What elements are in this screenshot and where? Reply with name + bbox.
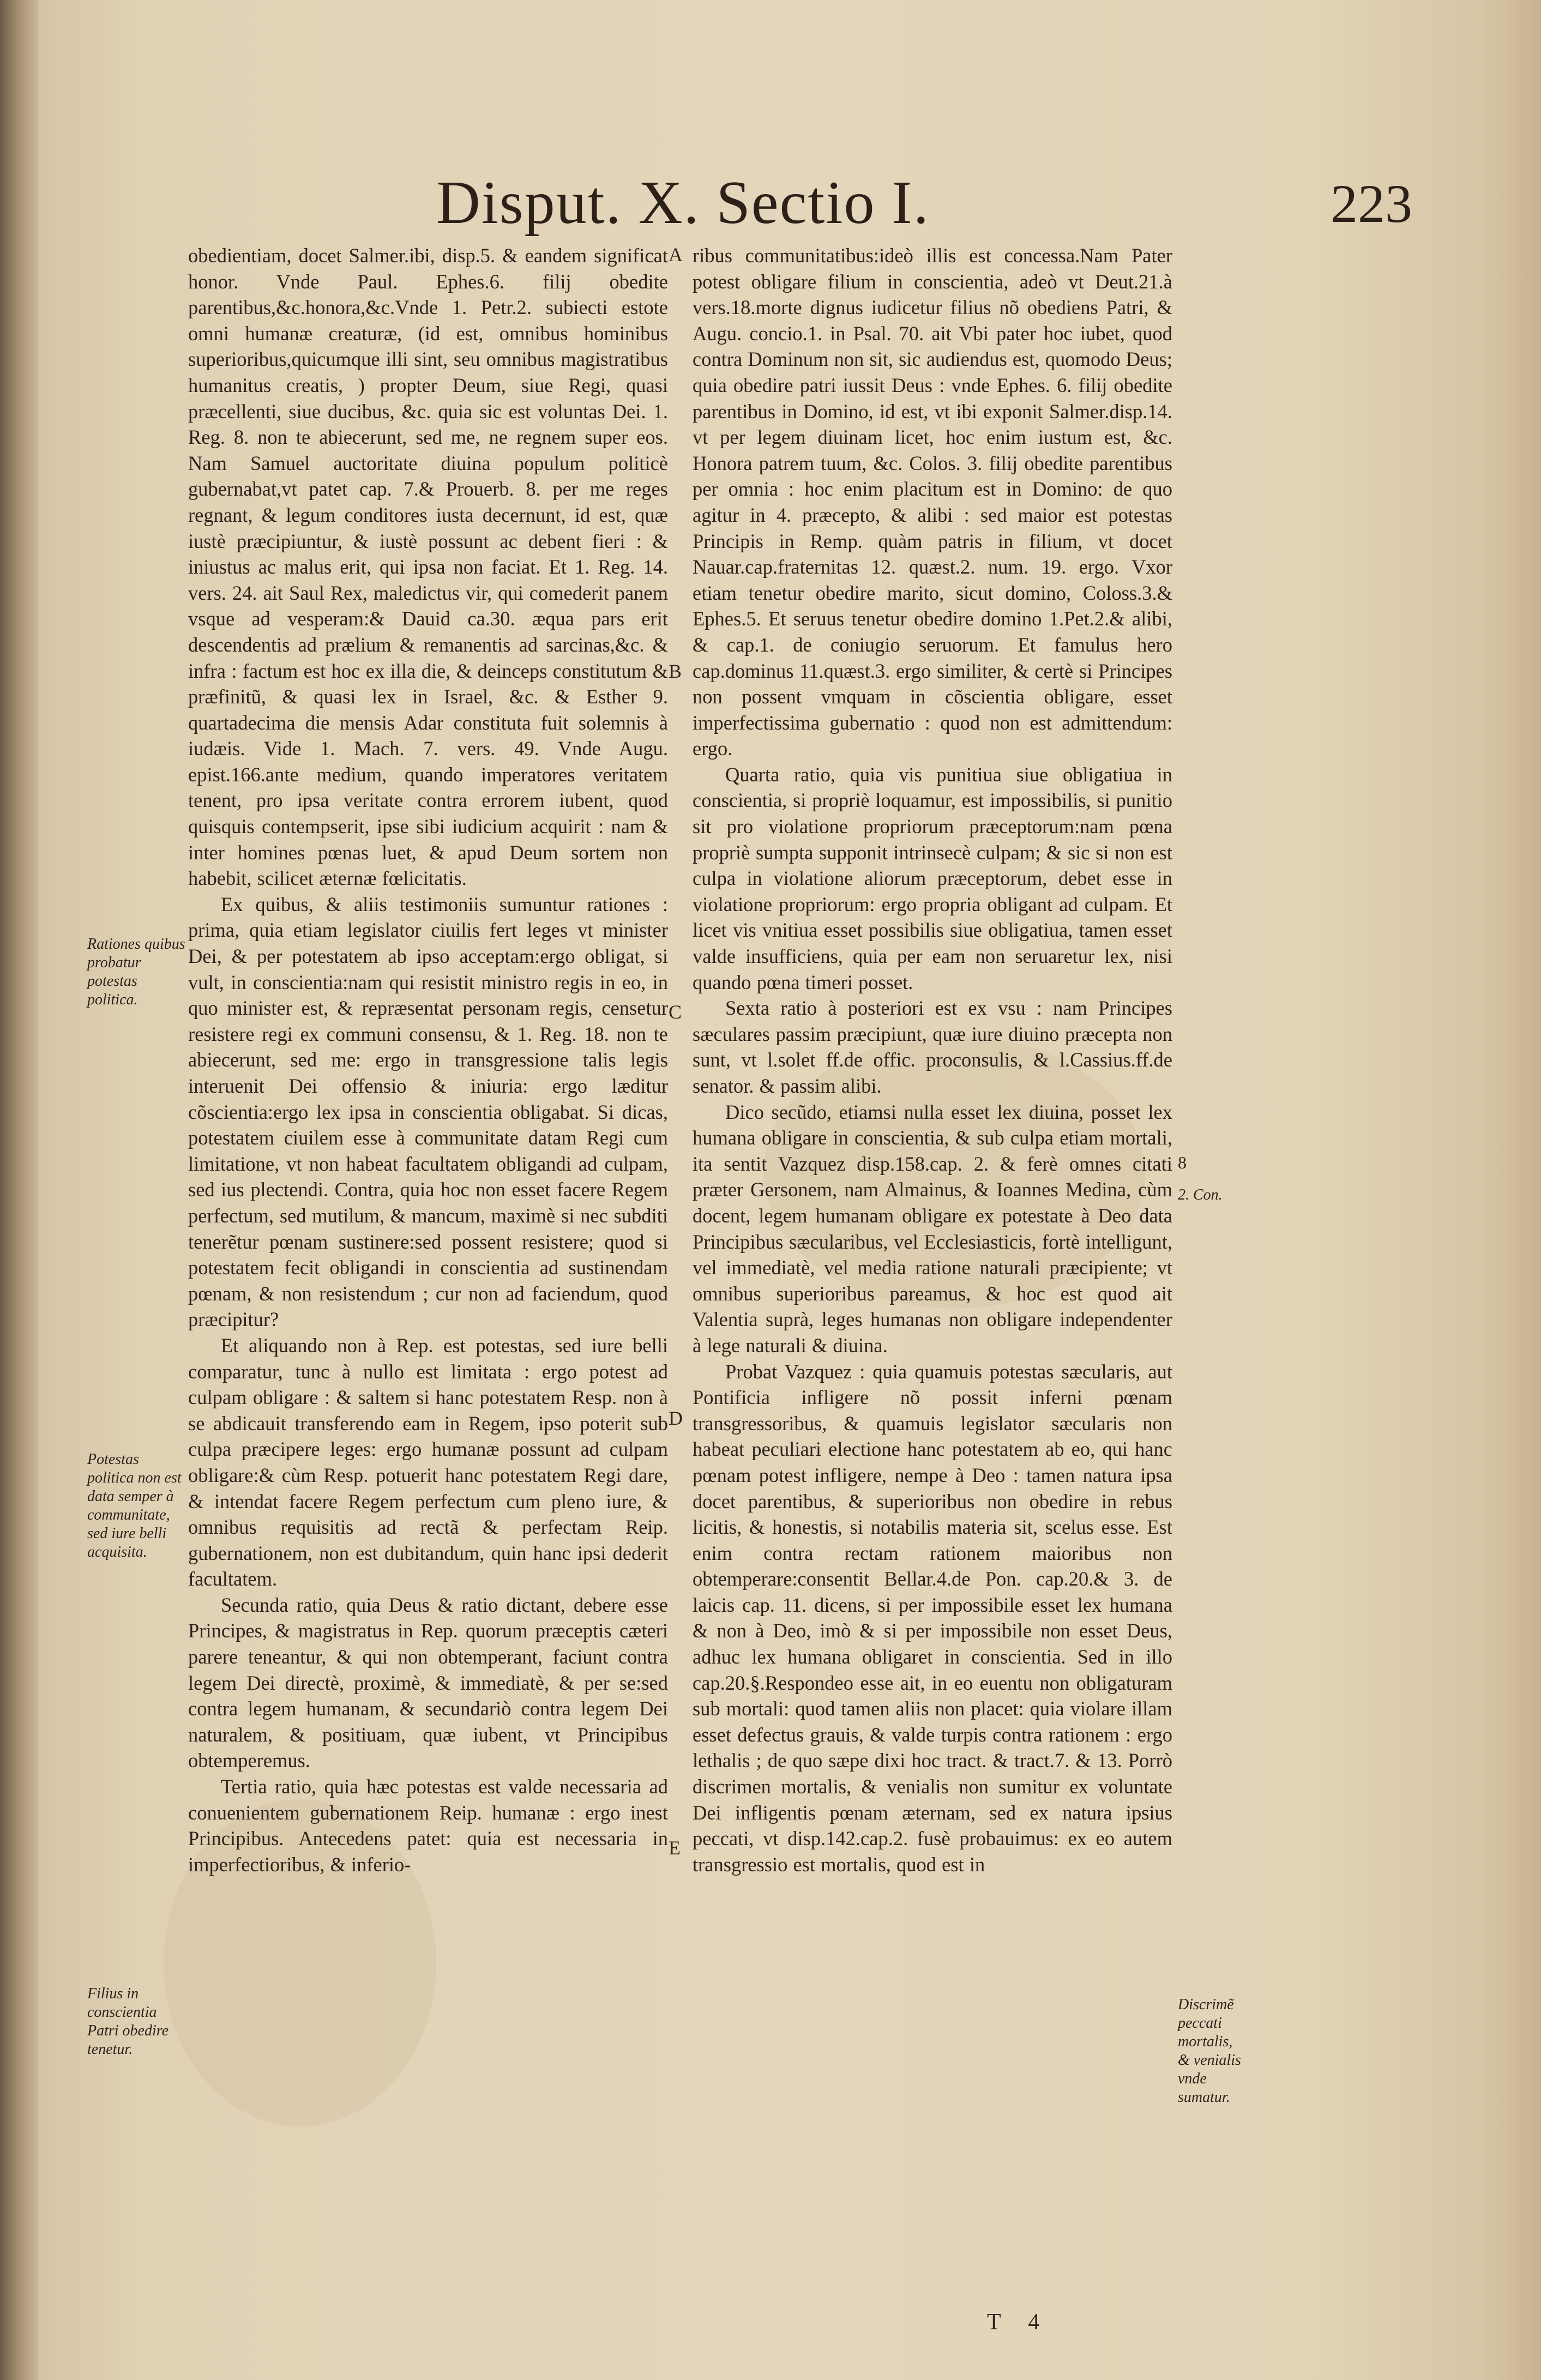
left-paragraph-3: Et aliquando non à Rep. est potestas, sed iure belli comparatur, tunc à nullo est limitata : ergo potest ad culpam obligare : & saltem si hanc potestatem Resp. non à se abdicauit transferendo eam in Regem, ipso poterit sub culpa præcipere leges: ergo humanæ possunt ad culpam obligare:& cùm Resp. potuerit hanc potestatem Regi dare, & intendat facere Regem perfectum cum pleno iure, & omnibus requisitis ad rectã & perfectam Reip. gubernationem, non est dubitandum, quin hanc ipsi dederit facultatem. [188,1334,668,1590]
left-column [188,243,668,1877]
section-letter-b: B [669,660,682,682]
section-letter-d: D [669,1407,683,1429]
running-title: Disput. X. Sectio I. [436,169,930,237]
right-paragraph-5: Probat Vazquez : quia quamuis potestas sæcularis, aut Pontificia infligere nõ possit inferni pœnam transgressoribus, & quamuis legislator sæcularis non habeat peculiari electione hanc potestatem ab eo, qui hanc pœnam potest infligere, nempe à Deo : tamen natura ipsa docet parentibus, & superioribus non obedire in rebus licitis, & honestis, si notabilis materia sit, scelus esse. Est enim contra rectam rationem maioribus non obtemperare:consentit Bellar.4.de Pon. cap.20.& 3. de laicis cap. 11. dicens, si per impossibile esset lex humana & non à Deo, imò & si per impossibile non esset Deus, adhuc lex humana obligaret in conscientia. Sed in illo cap.20.§.Respondeo esse ait, in eo euentu non obligaturam sub mortali: quod tamen aliis non placet: quia violare illam esset defectus grauis, & valde turpis contra rationem : ergo lethalis ; de quo sæpe dixi hoc tract. & tract.7. & 13. Porrò discrimen mortalis, & venialis non sumitur ex voluntate Dei infligentis pœnam æternam, sed ex natura ipsius peccati, vt disp.142.cap.2. fusè probauimus: ex eo autem transgressio est mortalis, quod est in [693,1360,1172,1876]
right-paragraph-1: ribus communitatibus:ideò illis est concessa.Nam Pater potest obligare filium in conscientia, adeò vt Deut.21.à vers.18.morte dignus iudicetur filius nõ obediens Patri, & Augu. concio.1. in Psal. 70. ait Vbi pater hoc iubet, quod contra Dominum non sit, sic audiendus est, quomodo Deus; quia obedire patri iussit Deus : vnde Ephes. 6. filij obedite parentibus in Domino, id est, vt ibi exponit Salmer.disp.14. vt per legem diuinam licet, hoc enim iustum est, &c. Honora patrem tuum, &c. Colos. 3. filij obedite parentibus per omnia : hoc enim placitum est in Domino: de quo agitur in 4. præcepto, & alibi : sed maior est potestas Principis in Remp. quàm patris in filium, vt docet Nauar.cap.fraternitas 12. quæst.2. num. 19. ergo. Vxor etiam tenetur obedire marito, sicut domino, Coloss.3.& Ephes.5. Et seruus tenetur obedire domino 1.Pet.2.& alibi, & cap.1. de coniugio seruorum. Et famulus hero cap.dominus 11.quæst.3. ergo similiter, & certè si Principes non possent vmquam in cõscientia obligare, esset imperfectissima gubernatio : quod non est admittendum: ergo. [693,244,1172,760]
section-letter-e: E [669,1837,681,1859]
left-paragraph-4: Secunda ratio, quia Deus & ratio dictant, debere esse Principes, & magistratus in Rep. quorum præceptis cæteri parere teneantur, & qui non obtemperant, faciunt contra legem Dei directè, proximè, & immediatè, & per se:sed contra legem humanam, & secundariò contra legem Dei naturalem, & positiuam, quæ iubent, vt Principibus obtemperemus. [188,1593,668,1772]
right-paragraph-4: Dico secũdo, etiamsi nulla esset lex diuina, posset lex humana obligare in conscientia, & sub culpa etiam mortali, ita sentit Vazquez disp.158.cap. 2. & ferè omnes citati præter Gersonem, nam Almainus, & Ioannes Medina, cùm docent, legem humanam obligare ex potestate à Deo data Principibus sæcularibus, vel Ecclesiasticis, fortè intelligunt, vel immediatè, vel media ratione naturali præcipiente; vt omnibus superioribus pareamus, & hoc est quod ait Valentia suprà, leges humanas non obligare independenter à lege naturali & diuina. [693,1100,1172,1357]
signature-letter: T [987,2310,1001,2335]
section-letter-a: A [669,244,683,266]
margin-note-left-1: Rationes quibus probatur potestas politica. [87,936,185,1008]
signature-mark [987,2309,1039,2335]
margin-note-right-1: 8 [1178,1153,1187,1172]
right-paragraph-3: Sexta ratio à posteriori est ex vsu : nam Principes sæculares passim præcipiunt, quæ iure diuino præcepta non sunt, vt l.solet ff.de offic. proconsulis, & l.Cassius.ff.de senator. & passim alibi. [693,997,1172,1097]
margin-note-left-2: Potestas politica non est data semper à communitate, sed iure belli acquisita. [87,1451,182,1560]
margin-note-right-3: Discrimẽ peccati mortalis, & venialis vnde sumatur. [1178,1996,1241,2106]
margin-note-left-3: Filius in conscientia Patri obedire tenetur. [87,1985,169,2058]
left-paragraph-5: Tertia ratio, quia hæc potestas est valde necessaria ad conuenientem gubernationem Reip. humanæ : ergo inest Principibus. Antecedens patet: quia est necessaria in imperfectioribus, & inferio- [188,1775,668,1876]
left-paragraph-2: Ex quibus, & aliis testimoniis sumuntur rationes : prima, quia etiam legislator ciuilis fert leges vt minister Dei, & per potestatem ab ipso acceptam:ergo obligat, si vult, in conscientia:nam qui resistit ministro regis in eo, in quo minister est, & repræsentat personam regis, censetur resistere regi ex communi consensu, & 1. Reg. 18. non te abiecerunt, sed me: ergo in transgressione talis legis interuenit Dei offensio & iniuria: ergo læditur cõscientia:ergo lex ipsa in conscientia obligabat. Si dicas, potestatem ciuilem esse à communitate datam Regi cum limitatione, vt non habeat facultatem obligandi ad culpam, sed ius plectendi. Contra, quia hoc non esset facere Regem perfectum, sed mutilum, & mancum, maximè si nec subditi tenerẽtur pœnam sustinere:sed possent resistere; quod si potestatem fecit obligandi in conscientia ad sustinendam pœnam, & non resistendum ; cur non ad faciendum, quod præcipitur? [188,893,668,1331]
left-paragraph-1: obedientiam, docet Salmer.ibi, disp.5. & eandem significat honor. Vnde Paul. Ephes.6. filij obedite parentibus,&c.honora,&c.Vnde 1. Petr.2. subiecti estote omni humanæ creaturæ, (id est, omnibus hominibus superioribus,quicumque illi sint, seu omnibus magistratibus humanitus creatis, ) propter Deum, siue Regi, quasi præcellenti, siue ducibus, &c. quia sic est voluntas Dei. 1. Reg. 8. non te abiecerunt, sed me, ne regnem super eos. Nam Samuel auctoritate diuina populum politicè gubernabat,vt patet cap. 7.& Prouerb. 8. per me reges regnant, & legum conditores iusta decernunt, id est, quæ iustè præcipiuntur, & iustè possunt ac debent fieri : & iniustus ac malus erit, qui ipsa non faciat. Et 1. Reg. 14. vers. 24. ait Saul Rex, maledictus vir, qui comederit panem vsque ad vesperam:& Dauid ca.30. æqua pars erit descendentis ad prælium & remanentis ad sarcinas,&c. & infra : factum est hoc ex illa die, & deinceps constitutum & præfinitũ, & quasi lex in Israel, &c. & Esther 9. quartadecima die mensis Adar constituta fuit solemnis à iudæis. Vide 1. Mach. 7. vers. 49. Vnde Augu. epist.166.ante medium, quando imperatores veritatem tenent, pro ipsa veritate contra errorem iubent, quod quisquis contempserit, ipse sibi iudicium acquirit : nam & inter homines pœnas luet, & apud Deum sortem non habebit, scilicet æternæ fœlicitatis. [188,244,668,890]
signature-number: 4 [1028,2310,1040,2335]
binding-gutter [0,0,38,2380]
section-letter-c: C [669,1001,682,1023]
page-number: 223 [1331,173,1412,234]
right-column [693,243,1172,1877]
right-paragraph-2: Quarta ratio, quia vis punitiua siue obligatiua in conscientia, si propriè loquamur, est impossibilis, si punitio sit pro violatione propriorum præceptorum:nam pœna propriè sumpta supponit intrinsecè culpam; & sic si non est culpa in violatione aliorum præceptorum, debet esse in violatione propriorum: ergo propria obligant ad culpam. Et licet vis vnitiua esset possibilis siue obligatiua, tamen esset valde insufficiens, quia per eam non seruaretur lex, nisi quando pœna timeri posset. [693,763,1172,993]
margin-note-right-2: 2. Con. [1178,1186,1223,1203]
